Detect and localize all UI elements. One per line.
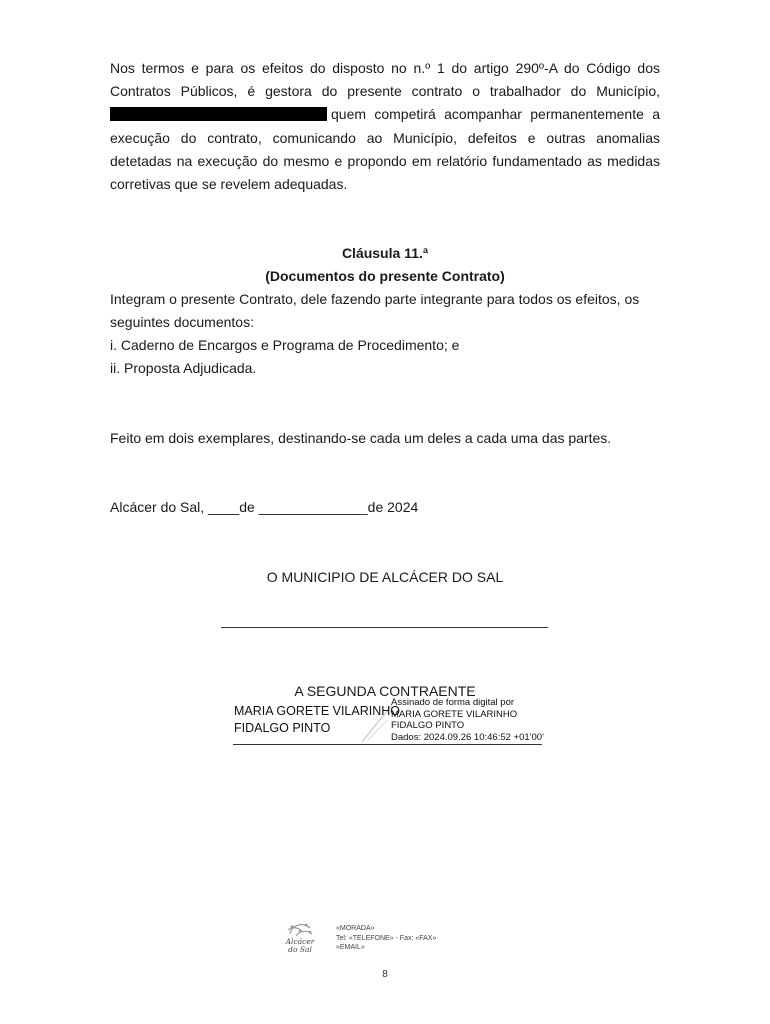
sig-detail-line4: Dados: 2024.09.26 10:46:52 +01'00' [391, 731, 544, 743]
logo-caption-line1: Alcácer [285, 937, 315, 946]
footer-phone: Tel: «TELEFONE» - Fax: «FAX» [336, 934, 437, 942]
logo-caption-line2: do Sal [288, 944, 312, 954]
clause-number: Cláusula 11.ª [341, 245, 429, 261]
signer-name [234, 703, 400, 737]
clause-item-2: ii. Proposta Adjudicada. [110, 360, 257, 376]
clause-item-1: i. Caderno de Encargos e Programa de Procedimento; e [110, 337, 460, 353]
gestor-paragraph [110, 57, 660, 196]
date-line: Alcácer do Sal, ____de ______________de 2024 [110, 499, 419, 515]
party-first-title: O MUNICIPIO DE ALCÁCER DO SAL [266, 569, 504, 585]
signature-line-first [221, 627, 548, 628]
signature-line-second [233, 744, 542, 745]
footer-email: «EMAIL» [336, 944, 365, 951]
clause-title: (Documentos do presente Contrato) [265, 268, 505, 284]
signer-name-line2: FIDALGO PINTO [234, 721, 331, 735]
clause-intro-line2: seguintes documentos: [110, 314, 254, 330]
party-second-title: A SEGUNDA CONTRAENTE [294, 683, 476, 699]
closing-statement: Feito em dois exemplares, destinando-se cada um deles a cada uma das partes. [110, 430, 612, 446]
gestor-paragraph-rest: quem competirá acompanhar permanentemente a execução do contrato, comunicando ao Município, defeitos e outras anomalias detetadas na execução do mesmo e propondo em relatório fundamentado as medidas corretivas que se revelem adequadas. [110, 106, 660, 193]
clause-intro-line1: Integram o presente Contrato, dele fazendo parte integrante para todos os efeitos, os [110, 291, 640, 307]
page-number: 8 [382, 969, 388, 980]
logo-caption [280, 938, 320, 953]
signer-name-line1: MARIA GORETE VILARINHO [234, 704, 401, 718]
sig-detail-line1: Assinado de forma digital por [391, 697, 515, 708]
footer-address: «MORADA» [336, 925, 375, 932]
redacted-name [110, 107, 327, 121]
sig-detail-line3: FIDALGO PINTO [391, 720, 465, 731]
gestor-paragraph-intro: Nos termos e para os efeitos do disposto no n.º 1 do artigo 290º-A do Código dos Contratos Públicos, é gestora do presente contrato o trabalhador do Município, [110, 60, 660, 100]
footer-contacts [336, 924, 436, 953]
sig-detail-line2: MARIA GORETE VILARINHO [391, 708, 518, 720]
digital-signature-details [391, 697, 544, 743]
